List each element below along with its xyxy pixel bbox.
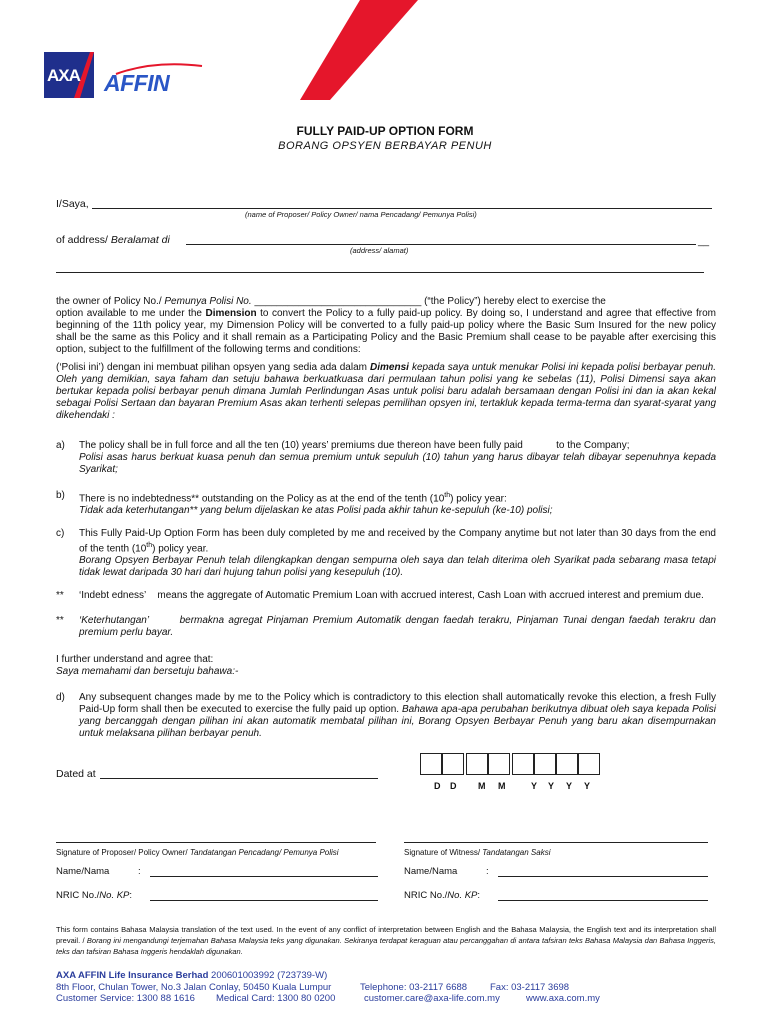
date-box-y2[interactable]: [534, 753, 556, 775]
address-label: of address/ Beralamat di: [56, 234, 170, 246]
witness-name-input[interactable]: [498, 876, 708, 877]
company-fax: Fax: 03-2117 3698: [490, 982, 570, 993]
proposer-nric-input[interactable]: [150, 900, 378, 901]
proposer-label: I/Saya,: [56, 198, 89, 210]
address-label-ms: Beralamat di: [110, 234, 170, 246]
form-subtitle: BORANG OPSYEN BERBAYAR PENUH: [278, 140, 492, 152]
form-title: FULLY PAID-UP OPTION FORM: [296, 124, 474, 138]
owner-suffix: (“the Policy”) hereby elect to exercise the: [424, 296, 606, 307]
date-box-y4[interactable]: [578, 753, 600, 775]
affin-swoosh-icon: [114, 62, 204, 76]
note-2: ‘Keterhutangan’ bermakna agregat Pinjaman Premium Automatik dengan faedah terakru, Pinjaman Tunai dengan faedah terakru dan premium perlu bayar.: [79, 615, 716, 638]
item-d-ms: Bahawa apa-apa perubahan berikutnya dibuat oleh saya kepada Polisi yang bercanggah dengan pilihan ini akan automatik membatal pilihan ini, Borang Opsyen Berbayar Penuh yang baru akan disempurnakan untuk melaksana pilihan berbayar penuh.: [79, 704, 716, 739]
witness-name-label: Name/Nama: [404, 866, 458, 877]
proposer-name-field[interactable]: [92, 208, 712, 209]
witness-nric-en: NRIC No./: [404, 890, 448, 901]
further-ms: Saya memahami dan bersetuju bahawa:-: [56, 666, 239, 677]
election-paragraph-ms: [56, 362, 716, 422]
item-b-sup: th: [444, 492, 451, 499]
item-c: [79, 528, 716, 579]
item-c-label: c): [56, 528, 65, 539]
proposer-nric-ms: No. KP: [99, 890, 130, 901]
witness-sig-ms: Tandatangan Saksi: [482, 848, 551, 857]
election-paragraph: [56, 296, 716, 356]
date-box-d2[interactable]: [442, 753, 464, 775]
item-c-en-pre: This Fully Paid-Up Option Form has been duly completed by me and received by the Company anytime but not later than 30 days from the end of the tenth (10: [79, 528, 716, 555]
owner-prefix: the owner of Policy No./ Pemunya Polisi No.: [56, 296, 252, 307]
witness-sig-en: Signature of Witness/: [404, 848, 481, 857]
item-c-en-post: ) policy year.: [152, 543, 209, 555]
translation-note: [56, 924, 716, 957]
proposer-hint: (name of Proposer/ Policy Owner/ nama Pencadang/ Pemunya Polisi): [245, 210, 477, 219]
item-b-en-pre: There is no indebtedness** outstanding on the Policy as at the end of the tenth (10: [79, 493, 445, 505]
item-b-ms: Tidak ada keterhutangan** yang belum dijelaskan ke atas Polisi pada akhir tahun ke-sepuluh (ke-10) polisi;: [79, 505, 553, 517]
date-box-m2[interactable]: [488, 753, 510, 775]
axa-logo: [44, 52, 94, 98]
address-trailing: __: [698, 236, 710, 247]
ms-pre: (‘Polisi ini’) dengan ini membuat pilihan opsyen yang sedia ada dalam: [56, 362, 367, 373]
dated-at-label: Dated at: [56, 768, 96, 780]
date-label-m2: M: [498, 781, 506, 791]
item-b-label: b): [56, 490, 65, 501]
policy-number-field[interactable]: ______________________________: [254, 296, 422, 307]
further-en: I further understand and agree that:: [56, 654, 214, 665]
item-c-sup: th: [146, 542, 153, 549]
item-d-label: d): [56, 692, 65, 703]
election-en-rest: that effective from beginning of the 11th policy year, my Dimension Policy will be converted to a fully paid-up policy where the Basic Sum Insured for the new policy shall be the same as this Policy and it shall remain as a Participating Policy and the Basic Premium shall cease to be payable after exercising this option, subject to the fulfillment of the following terms and conditions:: [56, 308, 716, 355]
option-line-post: to convert the Policy to a fully paid-up policy. By doing so, I understand and agree: [260, 308, 632, 319]
proposer-name-colon: :: [138, 866, 141, 877]
date-label-y3: Y: [566, 781, 573, 791]
company-line: [56, 970, 327, 981]
note-1-label: **: [56, 590, 64, 601]
option-line-pre: option available to me under the: [56, 308, 202, 319]
translation-note-ms: Borang ini mengandungi terjemahan Bahasa Malaysia teks yang digunakan. Sekiranya terdapat keraguan atau percanggahan di antara tafsiran teks Bahasa Malaysia dan Bahasa Inggeris, teks dan tafsiran Bahasa Inggeris hendaklah digunakan.: [56, 936, 716, 956]
dimension-term: Dimension: [205, 308, 257, 319]
proposer-sig-ms: Tandatangan Pencadang/ Pemunya Polisi: [189, 848, 339, 857]
date-box-y1[interactable]: [512, 753, 534, 775]
company-regno: 200601003992 (723739-W): [211, 970, 328, 981]
medical-card: Medical Card: 1300 80 0200: [216, 993, 336, 1004]
date-label-y4: Y: [584, 781, 591, 791]
customer-service: Customer Service: 1300 88 1616: [56, 993, 195, 1004]
proposer-nric-colon: :: [129, 890, 133, 901]
axa-wordmark: AXA: [47, 66, 80, 85]
date-label-y1: Y: [531, 781, 538, 791]
witness-nric-label: [404, 890, 480, 901]
item-a-ms: Polisi asas harus berkuat kuasa penuh dan semua premium untuk sepuluh (10) tahun yang harus dibayar telah dibayar sepenuhnya kepada Syarikat;: [79, 452, 716, 475]
company-name: AXA AFFIN Life Insurance Berhad: [56, 970, 209, 981]
date-box-y3[interactable]: [556, 753, 578, 775]
proposer-signature-field[interactable]: [56, 842, 376, 843]
witness-nric-colon: :: [477, 890, 481, 901]
date-box-d1[interactable]: [420, 753, 442, 775]
dated-at-field[interactable]: [100, 778, 378, 779]
proposer-name-input[interactable]: [150, 876, 378, 877]
dimensi-term: Dimensi: [370, 362, 409, 373]
witness-name-colon: :: [486, 866, 489, 877]
witness-nric-ms: No. KP: [447, 890, 478, 901]
email-link[interactable]: customer.care@axa-life.com.my: [364, 993, 500, 1004]
note-1: ‘Indebt edness’ means the aggregate of Automatic Premium Loan with accrued interest, Cash Loan with accrued interest and premium due.: [79, 590, 704, 601]
note-2-label: **: [56, 615, 64, 626]
item-a: [79, 440, 716, 476]
website-link[interactable]: www.axa.com.my: [526, 993, 600, 1004]
affin-wordmark: AFFIN: [104, 70, 170, 96]
proposer-signature-label: [56, 848, 339, 857]
item-a-label: a): [56, 440, 65, 451]
address-hint: (address/ alamat): [350, 246, 409, 255]
item-a-en: The policy shall be in full force and all the ten (10) years’ premiums due thereon have been fully paid to the Company;: [79, 440, 630, 451]
witness-signature-label: [404, 848, 550, 857]
translation-note-en: This form contains Bahasa Malaysia translation of the text used. In the event of any conflict of interpretation between English and the Bahasa Malaysia, the English text and its interpretation shall prevail. /: [56, 925, 716, 945]
address-field-2[interactable]: [56, 272, 704, 273]
address-field-1[interactable]: [186, 244, 696, 245]
proposer-name-label: Name/Nama: [56, 866, 110, 877]
date-label-d2: D: [450, 781, 457, 791]
item-b: [79, 490, 716, 517]
date-label-d1: D: [434, 781, 441, 791]
date-label-m1: M: [478, 781, 486, 791]
ms-post: kepada saya untuk menukar Polisi ini kepada polisi berbayar penuh. Oleh yang demikian, saya faham dan setuju bahawa berkuatkuasa dari permulaan tahun polisi yang ke sebelas (11), Polisi Dimensi saya akan bertukar kepada polisi berbayar penuh dimana Jumlah Perlindungan Asas untuk polisi baru adalah bersamaan dengan Polisi ini dan ia akan kekal sebagai Polisi Sertaan dan bayaran Premium Asas akan terhenti selepas pemilihan opsyen ini, tertakluk kepada terma-terma dan syarat-syarat yang dikehendaki :: [56, 362, 717, 421]
item-d: [79, 692, 716, 740]
item-b-en-post: ) policy year:: [450, 493, 507, 505]
axa-affin-logo: [44, 52, 204, 100]
item-d-en: Any subsequent changes made by me to the Policy which is contradictory to this election shall automatically revoke this election, a fresh Fully Paid-Up form shall then be executed to exercise the fully paid up option.: [79, 692, 716, 715]
proposer-nric-en: NRIC No./: [56, 890, 100, 901]
date-label-y2: Y: [548, 781, 555, 791]
proposer-sig-en: Signature of Proposer/ Policy Owner/: [56, 848, 188, 857]
proposer-nric-label: [56, 890, 132, 901]
date-box-m1[interactable]: [466, 753, 488, 775]
item-c-ms: Borang Opsyen Berbayar Penuh telah dilengkapkan dengan sempurna oleh saya dan telah diterima oleh Syarikat pada sebarang masa tetapi tidak lewat daripada 30 hari dari hujung tahun polisi yang kesepuluh (10).: [79, 555, 716, 579]
witness-signature-field[interactable]: [404, 842, 708, 843]
company-address: 8th Floor, Chulan Tower, No.3 Jalan Conlay, 50450 Kuala Lumpur: [56, 982, 332, 993]
witness-nric-input[interactable]: [498, 900, 708, 901]
company-telephone: Telephone: 03-2117 6688: [360, 982, 468, 993]
